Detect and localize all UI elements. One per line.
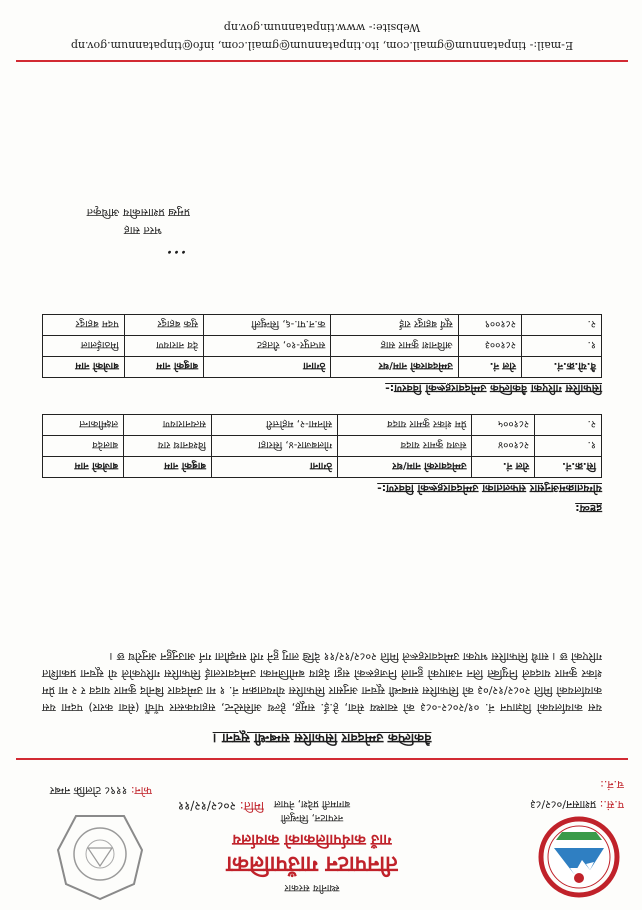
- header-cell: सि.क्र.नं.: [535, 457, 602, 478]
- table-cell: २.: [535, 415, 602, 436]
- header-cell: रोल नं.: [458, 357, 521, 378]
- body-paragraph: यस कार्यालयको विज्ञापन नं. ०१/२०८२-०८३ को स्वास्थ्य सेवा, हे.ई. समूह, हेल्थ असिस्टेन्ट, सहायकस्तर पाँचौं (सेवा करार) पदमा यस कार्यालयको मिति २०८२/१२/०३ को सिफारिस सम्बन्धी सूचना अनुसार सिफारिस योग्यताक्रम नं. १ मा उम्मेदवार बिनोद कुमार यादव र २ मा प्रेम शंकर कुमार यादवले नियुक्ति लिन नआएको हुनाले निजहरूको सट्टा देहाय बमोजिमका उम्मेदवारलाई सिफारिस गरिएकोले यो सूचना प्रकाशित गरिएको छ । साथै सिफारिस भएका उम्मेदवारहरूले मिति २०८२/१२/११ देखि लागु हुने गरी सम्झौता गर्न आउनुहुन अनुरोध छ ।: [42, 650, 602, 714]
- office-name: गाउँ कार्यपालिकाको कार्यालय: [232, 831, 392, 849]
- date-label: मिति:: [239, 799, 264, 813]
- table-cell: विश्वनाथ राय: [124, 436, 212, 457]
- table-row: [43, 415, 602, 436]
- dispatch-number-label: च.नं.:: [600, 778, 624, 791]
- phone-value: ११९८ टोलफ्रि नम्बर: [49, 784, 128, 797]
- letter-number-label: प.सं.:: [599, 798, 624, 811]
- letter-number-value: प्रशासन/०८२/८३: [529, 798, 597, 811]
- subject-title: वैकल्पिक उम्मेदवार सिफारिस सम्बन्धी सूचना ।: [212, 730, 432, 745]
- table-cell: बालदेव: [43, 436, 124, 457]
- table-cell: संजय कुमार यादव: [338, 436, 472, 457]
- table-cell: सूर्य बहादुर राई: [331, 315, 458, 336]
- table-cell: सप्तपुर-१०, रौतहट: [204, 336, 331, 357]
- table-cell: गोलबजार-४, सिराहा: [212, 436, 338, 457]
- header-cell: बाबुको नाम: [124, 457, 212, 478]
- signatory-title: प्रमुख प्रशासकीय अधिकृत: [86, 206, 190, 219]
- letter-date: [178, 798, 264, 815]
- table-cell: २८१००९: [458, 315, 521, 336]
- table-cell: अविनाश कुमार साह: [331, 336, 458, 357]
- table-cell: १.: [535, 436, 602, 457]
- table-row: [43, 436, 602, 457]
- table-cell: देव नारायण: [124, 336, 203, 357]
- table-cell: १.: [521, 336, 601, 357]
- table-cell: पदम बहादुर: [43, 315, 125, 336]
- table-cell: सुक बहादुर: [124, 315, 203, 336]
- header-cell: ठेगाना: [204, 357, 331, 378]
- table-cell: सोनमा-२, महोत्तरी: [212, 415, 338, 436]
- signatory-name: भरत साह: [123, 224, 162, 237]
- address-line-1: नरपाटन, सिन्धुली: [280, 812, 344, 823]
- municipality-emblem-icon: [538, 816, 620, 898]
- table-cell: २८१००३: [458, 336, 521, 357]
- merit-table-title: योग्यताक्रमअनुसार सफलताका उम्मेदवारहरूको विवरण:-: [377, 482, 602, 495]
- address-line-2: बागमती प्रदेश, नेपाल: [273, 798, 351, 809]
- table-cell: २८१००४: [472, 436, 535, 457]
- alternate-candidates-table: [42, 314, 602, 378]
- table-header-row: [43, 357, 602, 378]
- table-row: [43, 336, 602, 357]
- phone-label: फोन:: [130, 784, 152, 797]
- handwritten-signature: ...: [166, 245, 187, 270]
- date-value: २०८२/१२/११: [177, 799, 236, 813]
- table-cell: मिठाईलाल: [43, 336, 125, 357]
- header-cell: बाबुको नाम: [124, 357, 203, 378]
- table-cell: प्रेम शंकर कुमार यादव: [338, 415, 472, 436]
- footer-email: E-mail:- tinpatannum@gmail.com, ito.tinpatannum@gmail.com, info@tinpatannum.gov.np: [70, 39, 574, 52]
- footer-divider: [16, 60, 628, 62]
- table-header-row: [43, 457, 602, 478]
- table-row: [43, 315, 602, 336]
- header-cell: वै.यो.क्र.नं.: [521, 357, 601, 378]
- merit-candidates-table: [42, 414, 602, 478]
- header-cell: ठेगाना: [212, 457, 338, 478]
- phone-info: [50, 783, 152, 798]
- footer-website: Website:- www.tinpatannum.gov.np: [223, 21, 421, 34]
- table-cell: २.: [521, 315, 601, 336]
- table-cell: लक्ष्मीकान्त: [43, 415, 124, 436]
- note-label: द्रष्टव्य:: [575, 502, 602, 515]
- header-cell: बाजेको नाम: [43, 357, 125, 378]
- header-cell: उम्मेदवारको नाम/थर: [338, 457, 472, 478]
- alternate-table-title: सिफारिस गरिएका वैकल्पिक उम्मेदवारहरूको विवरण:-: [385, 382, 602, 395]
- office-seal-stamp-icon: [54, 806, 146, 902]
- header-cell: उम्मेदवारको नाम/थर: [331, 357, 458, 378]
- government-level: स्थानीय सरकार: [284, 882, 340, 893]
- header-cell: बाजेको नाम: [43, 457, 124, 478]
- table-cell: क.न.पा.-६, सिन्धुली: [204, 315, 331, 336]
- table-cell: २८१००५: [472, 415, 535, 436]
- header-cell: रोल नं.: [472, 457, 535, 478]
- header-divider: [16, 758, 628, 760]
- table-cell: सत्यनारायण: [124, 415, 212, 436]
- municipality-name: तीनपाटन गाउँपालिका: [226, 851, 398, 876]
- letter-number: [530, 797, 624, 812]
